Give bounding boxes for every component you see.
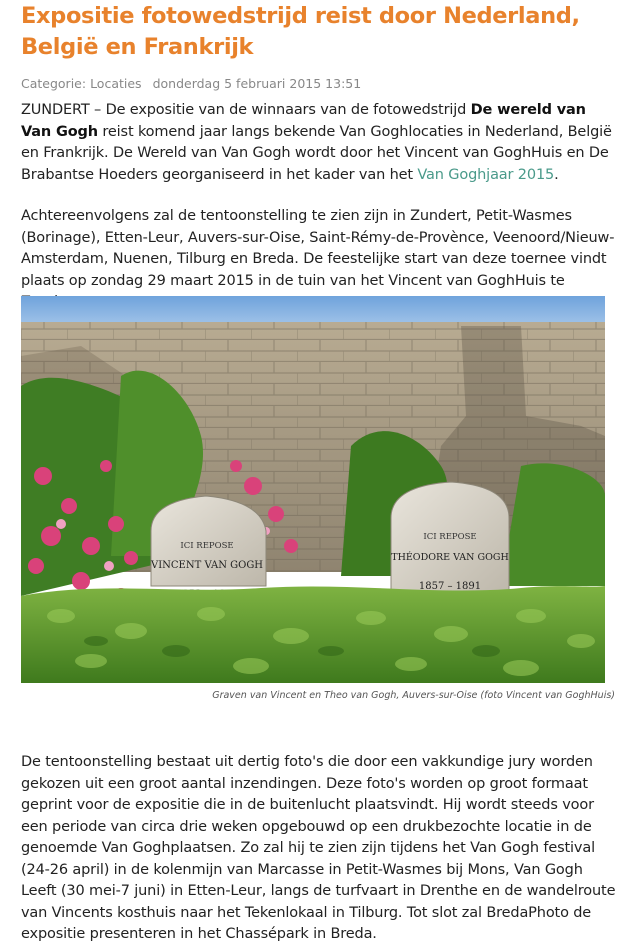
category-label: Categorie: <box>21 76 87 91</box>
gravestone-theo-line1: ICI REPOSE <box>423 532 477 542</box>
competition-name: De wereld van Van Gogh <box>21 102 586 140</box>
intro-text-start: ZUNDERT – De expositie van de winnaars van de fotowedstrijd <box>21 102 471 118</box>
category-link[interactable]: Locaties <box>90 76 142 91</box>
van-goghjaar-link[interactable]: Van Goghjaar 2015 <box>417 166 555 183</box>
graves-photo <box>21 296 605 683</box>
intro-text-end: . <box>554 166 559 183</box>
article-title: Expositie fotowedstrijd reist door Nederland, België en Frankrijk <box>21 3 580 60</box>
gravestone-vincent-line1: ICI REPOSE <box>180 541 234 551</box>
paragraph-details: De tentoonstelling bestaat uit dertig foto's die door een vakkundige jury worden gekozen uit een groot aantal inzendingen. Deze foto's worden op groot formaat geprint voor de expositie die in de buitenlucht plaatsvindt. Hij wordt steeds voor een periode van circa drie weken opgebouwd op een drukbezochte locatie in de genoemde Van Goghplaatsen. Zo zal hij te zien zijn tijdens het Van Gogh festival (24-26 april) in de kolenmijn van Marcasse in Petit-Wasmes bij Mons, Van Gogh Leeft (30 mei-7 juni) in Etten-Leur, langs de turfvaart in Drenthe en de wandelroute van Vincents kosthuis naar het Tekenlokaal in Tilburg. Tot slot zal BredaPhoto de expositie presenteren in het Chassépark in Breda. <box>21 754 616 942</box>
photo-caption: Graven van Vincent en Theo van Gogh, Auvers-sur-Oise (foto Vincent van GoghHuis) <box>212 690 615 701</box>
paragraph-intro <box>21 100 619 186</box>
article-meta <box>21 76 619 92</box>
publish-date: donderdag 5 februari 2015 13:51 <box>152 76 362 91</box>
gravestone-vincent-line2: VINCENT VAN GOGH <box>150 560 264 571</box>
intro-text-middle: reist komend jaar langs bekende Van Goghlocaties in Nederland, België en Frankrijk. De Wereld van Van Gogh wordt door het Vincent van GoghHuis en De Brabantse Hoeders georganiseerd in het kader van het <box>21 123 612 183</box>
paragraph-locations: Achtereenvolgens zal de tentoonstelling te zien zijn in Zundert, Petit-Wasmes (Borinage), Etten-Leur, Auvers-sur-Oise, Saint-Rémy-de-Provènce, Veenoord/Nieuw-Amsterdam, Nuenen, Tilburg en Breda. De feestelijke start van deze toernee vindt plaats op zondag 29 maart 2015 in de tuin van het Vincent van GoghHuis te <box>21 208 615 289</box>
gravestone-theo-line3: 1857 – 1891 <box>418 581 482 592</box>
gravestone-theo-line2: THÉODORE VAN GOGH <box>391 552 509 563</box>
